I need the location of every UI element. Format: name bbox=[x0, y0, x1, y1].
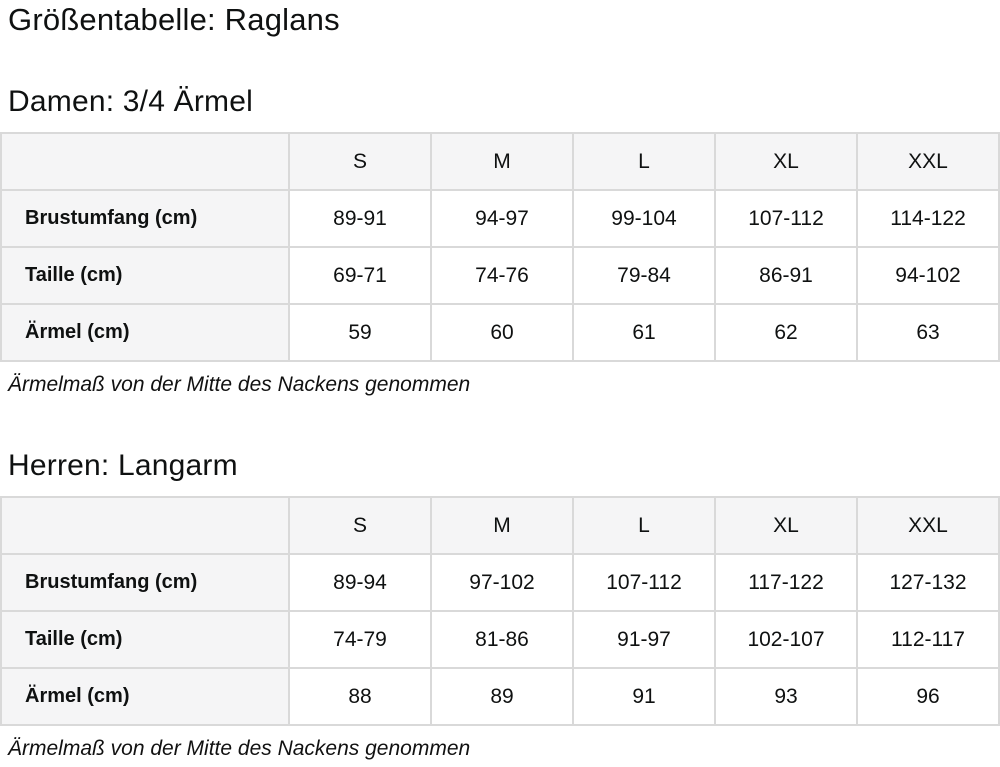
row-label: Taille (cm) bbox=[1, 247, 289, 304]
table-cell: 117-122 bbox=[715, 554, 857, 611]
column-header: S bbox=[289, 133, 431, 190]
table-row bbox=[1, 190, 999, 247]
column-header: XL bbox=[715, 133, 857, 190]
table-cell: 94-97 bbox=[431, 190, 573, 247]
size-table-damen bbox=[0, 132, 1000, 362]
table-cell: 61 bbox=[573, 304, 715, 361]
table-row bbox=[1, 304, 999, 361]
table-cell: 86-91 bbox=[715, 247, 857, 304]
row-label: Ärmel (cm) bbox=[1, 304, 289, 361]
sleeve-measurement-note-herren: Ärmelmaß von der Mitte des Nackens genommen bbox=[8, 737, 471, 760]
table-cell: 127-132 bbox=[857, 554, 999, 611]
table-cell: 91-97 bbox=[573, 611, 715, 668]
row-label: Ärmel (cm) bbox=[1, 668, 289, 725]
table-cell: 74-79 bbox=[289, 611, 431, 668]
table-cell: 96 bbox=[857, 668, 999, 725]
row-label: Brustumfang (cm) bbox=[1, 554, 289, 611]
column-header: M bbox=[431, 133, 573, 190]
table-cell: 74-76 bbox=[431, 247, 573, 304]
column-header: XXL bbox=[857, 497, 999, 554]
size-table-herren bbox=[0, 496, 1000, 726]
table-cell: 81-86 bbox=[431, 611, 573, 668]
section-heading-herren: Herren: Langarm bbox=[8, 449, 238, 482]
header-row bbox=[1, 133, 999, 190]
header-row bbox=[1, 497, 999, 554]
table-cell: 79-84 bbox=[573, 247, 715, 304]
table-cell: 94-102 bbox=[857, 247, 999, 304]
table-cell: 60 bbox=[431, 304, 573, 361]
page-title: Größentabelle: Raglans bbox=[8, 2, 340, 37]
table-cell: 63 bbox=[857, 304, 999, 361]
table-cell: 69-71 bbox=[289, 247, 431, 304]
row-label: Brustumfang (cm) bbox=[1, 190, 289, 247]
column-header: XXL bbox=[857, 133, 999, 190]
column-header: S bbox=[289, 497, 431, 554]
table-cell: 99-104 bbox=[573, 190, 715, 247]
table-cell: 91 bbox=[573, 668, 715, 725]
row-label: Taille (cm) bbox=[1, 611, 289, 668]
table-cell: 59 bbox=[289, 304, 431, 361]
table-cell: 62 bbox=[715, 304, 857, 361]
corner-cell bbox=[1, 133, 289, 190]
column-header: XL bbox=[715, 497, 857, 554]
table-row bbox=[1, 554, 999, 611]
corner-cell bbox=[1, 497, 289, 554]
table-row bbox=[1, 611, 999, 668]
column-header: L bbox=[573, 497, 715, 554]
column-header: L bbox=[573, 133, 715, 190]
table-cell: 107-112 bbox=[573, 554, 715, 611]
table-cell: 93 bbox=[715, 668, 857, 725]
table-row bbox=[1, 668, 999, 725]
table-cell: 112-117 bbox=[857, 611, 999, 668]
sleeve-measurement-note-damen: Ärmelmaß von der Mitte des Nackens genommen bbox=[8, 373, 471, 396]
column-header: M bbox=[431, 497, 573, 554]
table-cell: 97-102 bbox=[431, 554, 573, 611]
table-cell: 88 bbox=[289, 668, 431, 725]
table-cell: 107-112 bbox=[715, 190, 857, 247]
table-cell: 89 bbox=[431, 668, 573, 725]
table-cell: 89-91 bbox=[289, 190, 431, 247]
table-cell: 102-107 bbox=[715, 611, 857, 668]
table-cell: 114-122 bbox=[857, 190, 999, 247]
table-row bbox=[1, 247, 999, 304]
table-cell: 89-94 bbox=[289, 554, 431, 611]
section-heading-damen: Damen: 3/4 Ärmel bbox=[8, 85, 253, 118]
